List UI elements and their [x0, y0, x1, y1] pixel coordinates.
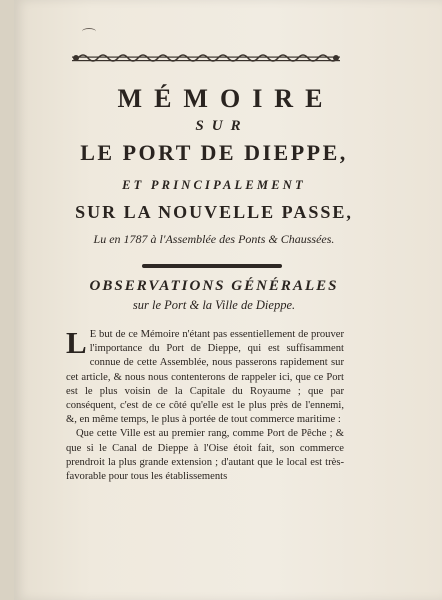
title-sur: SUR [195, 118, 249, 134]
section-title: OBSERVATIONS GÉNÉRALES [89, 278, 339, 294]
drop-cap: L [66, 325, 87, 360]
document-page [14, 0, 442, 600]
read-note: Lu en 1787 à l'Assemblée des Ponts & Chaussées. [93, 232, 335, 246]
body-text [66, 325, 344, 484]
ornament-border-icon [72, 52, 340, 64]
section-subtitle: sur le Port & la Ville de Dieppe. [132, 298, 296, 312]
paragraph-2: Que cette Ville est au premier rang, comme Port de Pêche ; & que si le Canal de Dieppe à l'Oise étoit fait, son commerce prendroit la plus grande extension ; d'autant que le local est très-favorable pour tous les établissements [66, 428, 344, 483]
ink-mark [82, 28, 96, 35]
title-nouvelle-passe: SUR LA NOUVELLE PASSE, [75, 202, 353, 222]
divider-rule [142, 264, 282, 268]
paragraph-1-text: E but de ce Mémoire n'étant pas essentiellement de prouver l'importance du Port de Dieppe, qui est suffisamment connue de cette Assemblée, nous passerons rapidement sur cet article, & nous nous contenterons de rappeler ici, que ce Port est le plus voisin de la Capitale du Royaume ; que par conséquent, c'est de ce côté qu'elle est le plus près de l'ennemi, &, en même temps, le plus à portée de tout commerce maritime : [66, 329, 344, 426]
title-et-principalement: ET PRINCIPALEMENT [122, 178, 306, 192]
document-title: MÉMOIRE [117, 84, 335, 113]
title-subject: LE PORT DE DIEPPE, [80, 140, 348, 165]
paragraph-1 [66, 325, 344, 427]
